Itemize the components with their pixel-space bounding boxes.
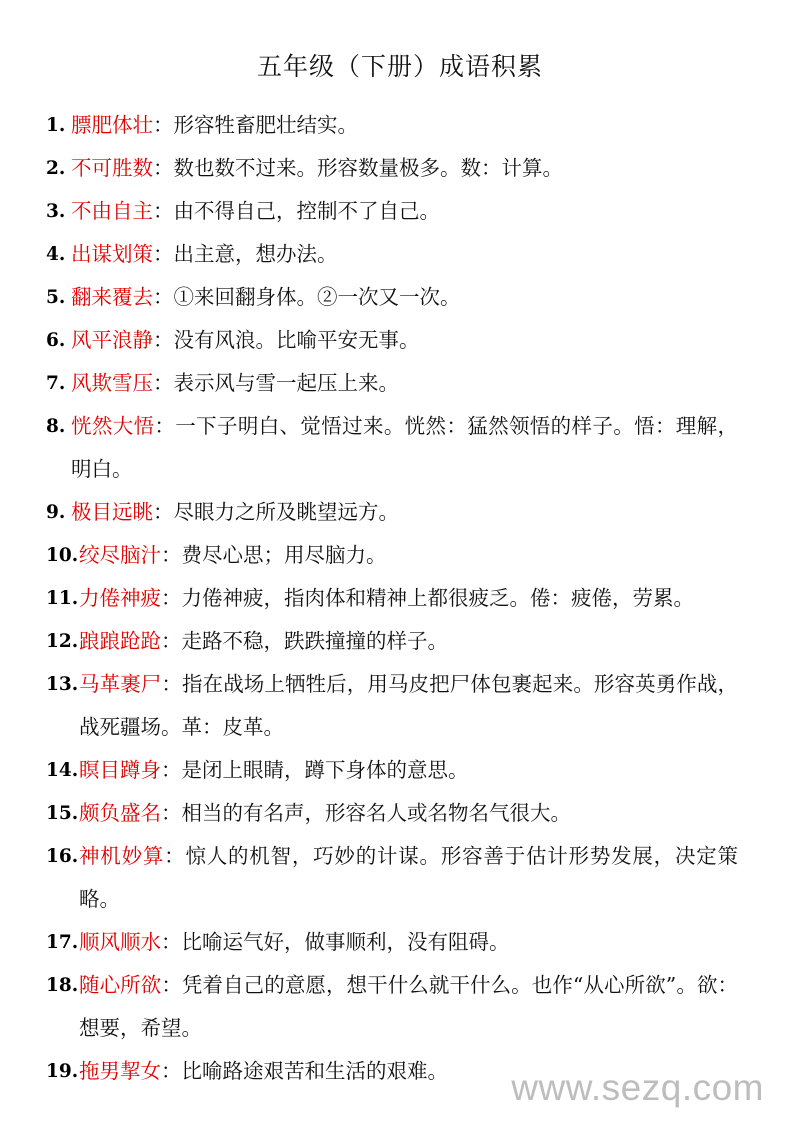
- idiom-definition: 数也数不过来。形容数量极多。数：计算。: [173, 156, 563, 180]
- entry-colon: ：: [153, 371, 174, 395]
- watermark: www.sezq.com: [511, 1067, 764, 1108]
- idiom-entry: [0, 405, 800, 491]
- entry-body: [46, 233, 738, 276]
- entry-body: [46, 104, 738, 147]
- idiom-term: 不由自主: [71, 199, 153, 223]
- idiom-entry: [0, 792, 800, 835]
- idiom-definition: 力倦神疲，指肉体和精神上都很疲乏。倦：疲倦，劳累。: [181, 586, 694, 610]
- entry-number: 11.: [46, 588, 79, 609]
- idiom-term: 马革裹尸: [79, 672, 162, 696]
- idiom-entry: [0, 620, 800, 663]
- idiom-entry: [0, 749, 800, 792]
- entry-body: [46, 620, 738, 663]
- entry-colon: ：: [161, 629, 182, 653]
- entry-colon: ：: [153, 199, 174, 223]
- idiom-definition: 费尽心思；用尽脑力。: [181, 543, 387, 567]
- idiom-term: 风欺雪压: [71, 371, 153, 395]
- entry-colon: ：: [153, 242, 174, 266]
- idiom-term: 顺风顺水: [79, 930, 161, 954]
- idiom-entry: [0, 104, 800, 147]
- entry-number: 18.: [46, 975, 79, 996]
- idiom-definition: ①来回翻身体。②一次又一次。: [173, 285, 461, 309]
- entry-body: [46, 792, 738, 835]
- entry-colon: ：: [153, 500, 174, 524]
- idiom-definition: 指在战场上牺牲后，用马皮把尸体包裹起来。形容英勇作战，战死疆场。革：皮革。: [79, 672, 739, 739]
- entry-body: [46, 276, 738, 319]
- idiom-definition: 出主意，想办法。: [173, 242, 338, 266]
- idiom-entry: [0, 835, 800, 921]
- idiom-entry: [0, 147, 800, 190]
- entry-body: [46, 190, 738, 233]
- idiom-definition: 表示风与雪一起压上来。: [173, 371, 399, 395]
- entry-number: 6.: [46, 330, 66, 351]
- idiom-term: 随心所欲: [79, 973, 162, 997]
- idiom-definition: 由不得自己，控制不了自己。: [173, 199, 440, 223]
- idiom-definition: 尽眼力之所及眺望远方。: [173, 500, 399, 524]
- entry-number: 8.: [46, 416, 66, 437]
- entry-number: 7.: [46, 373, 66, 394]
- idiom-term: 拖男挈女: [79, 1059, 161, 1083]
- idiom-entry: [0, 921, 800, 964]
- idiom-definition: 惊人的机智，巧妙的计谋。形容善于估计形势发展，决定策略。: [79, 844, 739, 911]
- entry-number: 3.: [46, 201, 66, 222]
- idiom-term: 绞尽脑汁: [79, 543, 161, 567]
- entry-body: [46, 835, 738, 921]
- entry-body: [46, 663, 738, 749]
- entry-number: 13.: [46, 674, 79, 695]
- entry-colon: ：: [153, 113, 174, 137]
- idiom-definition: 比喻运气好，做事顺利，没有阻碍。: [181, 930, 510, 954]
- entry-number: 5.: [46, 287, 66, 308]
- idiom-definition: 形容牲畜肥壮结实。: [173, 113, 358, 137]
- entry-body: [46, 319, 738, 362]
- entry-colon: ：: [161, 586, 182, 610]
- entry-colon: ：: [161, 672, 182, 696]
- idiom-entry: [0, 964, 800, 1050]
- entry-colon: ：: [161, 973, 182, 997]
- entry-body: [46, 964, 738, 1050]
- idiom-definition: 相当的有名声，形容名人或名物名气很大。: [181, 801, 571, 825]
- idiom-term: 恍然大悟: [71, 414, 155, 438]
- entry-body: [46, 362, 738, 405]
- idiom-term: 不可胜数: [71, 156, 153, 180]
- entry-number: 9.: [46, 502, 66, 523]
- entry-body: [46, 491, 738, 534]
- entry-body: [46, 405, 738, 491]
- idiom-definition: 一下子明白、觉悟过来。恍然：猛然领悟的样子。悟：理解，明白。: [71, 414, 739, 481]
- entry-colon: ：: [161, 543, 182, 567]
- entry-body: [46, 921, 738, 964]
- idiom-entry: [0, 491, 800, 534]
- idiom-list: [0, 82, 800, 1093]
- idiom-term: 极目远眺: [71, 500, 153, 524]
- idiom-term: 踉踉跄跄: [79, 629, 161, 653]
- entry-body: [46, 577, 738, 620]
- entry-number: 2.: [46, 158, 66, 179]
- idiom-entry: [0, 577, 800, 620]
- entry-number: 17.: [46, 932, 79, 953]
- idiom-term: 瞑目蹲身: [79, 758, 161, 782]
- entry-number: 12.: [46, 631, 79, 652]
- entry-body: [46, 534, 738, 577]
- entry-number: 4.: [46, 244, 66, 265]
- idiom-entry: [0, 534, 800, 577]
- idiom-term: 力倦神疲: [79, 586, 161, 610]
- entry-colon: ：: [161, 758, 182, 782]
- entry-number: 10.: [46, 545, 79, 566]
- entry-colon: ：: [154, 414, 176, 438]
- entry-colon: ：: [161, 1059, 182, 1083]
- entry-number: 16.: [46, 846, 79, 867]
- entry-colon: ：: [153, 156, 174, 180]
- idiom-definition: 是闭上眼睛，蹲下身体的意思。: [181, 758, 469, 782]
- entry-colon: ：: [161, 801, 182, 825]
- entry-body: [46, 749, 738, 792]
- entry-colon: ：: [153, 328, 174, 352]
- idiom-entry: [0, 233, 800, 276]
- idiom-entry: [0, 319, 800, 362]
- entry-colon: ：: [164, 844, 186, 868]
- page-title: 五年级（下册）成语积累: [256, 52, 543, 81]
- entry-number: 14.: [46, 760, 79, 781]
- idiom-entry: [0, 190, 800, 233]
- entry-colon: ：: [161, 930, 182, 954]
- entry-number: 15.: [46, 803, 79, 824]
- entry-number: 19.: [46, 1061, 79, 1082]
- idiom-entry: [0, 362, 800, 405]
- entry-body: [46, 147, 738, 190]
- idiom-term: 颇负盛名: [79, 801, 161, 825]
- idiom-definition: 没有风浪。比喻平安无事。: [173, 328, 420, 352]
- idiom-term: 膘肥体壮: [71, 113, 153, 137]
- idiom-term: 翻来覆去: [71, 285, 153, 309]
- idiom-entry: [0, 276, 800, 319]
- entry-colon: ：: [153, 285, 174, 309]
- entry-number: 1.: [46, 115, 66, 136]
- idiom-definition: 凭着自己的意愿，想干什么就干什么。也作“从心所欲”。欲：想要，希望。: [79, 973, 739, 1040]
- idiom-term: 神机妙算: [79, 844, 165, 868]
- idiom-term: 风平浪静: [71, 328, 153, 352]
- idiom-term: 出谋划策: [71, 242, 153, 266]
- idiom-definition: 比喻路途艰苦和生活的艰难。: [181, 1059, 448, 1083]
- idiom-entry: [0, 663, 800, 749]
- idiom-definition: 走路不稳，跌跌撞撞的样子。: [181, 629, 448, 653]
